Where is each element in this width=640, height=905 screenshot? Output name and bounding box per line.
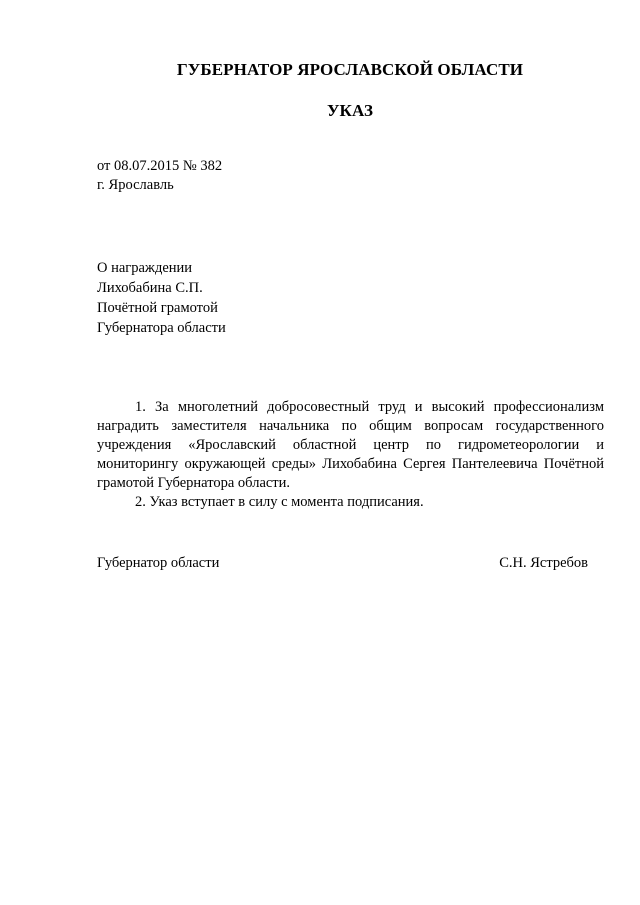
issuer-title: ГУБЕРНАТОР ЯРОСЛАВСКОЙ ОБЛАСТИ: [176, 60, 524, 79]
date-and-number: от 08.07.2015 № 382: [97, 158, 223, 174]
place-of-issue: г. Ярославль: [97, 177, 174, 193]
body-paragraph-2: 2. Указ вступает в силу с момента подписания.: [135, 494, 424, 510]
document-body: [97, 398, 604, 512]
subject-line: Лихобабина С.П.: [97, 280, 203, 296]
body-paragraph-1: 1. За многолетний добросовестный труд и высокий профессионализм наградить заместителя начальника по общим вопросам государственного учреждения «Ярославский областной центр по гидрометеорологии и мониторингу окружающей среды» Лихобабина Сергея Пантелеевича Почётной грамотой Губернатора области.: [97, 399, 604, 491]
signatory-position: Губернатор области: [97, 555, 220, 571]
subject-line: Почётной грамотой: [97, 300, 218, 316]
subject-line: Губернатора области: [97, 320, 226, 336]
document-meta: [97, 157, 222, 195]
document-type-title: УКАЗ: [326, 101, 374, 120]
subject-line: О награждении: [97, 260, 193, 276]
document-subject: [97, 258, 226, 338]
signatory-name: С.Н. Ястребов: [499, 555, 588, 571]
